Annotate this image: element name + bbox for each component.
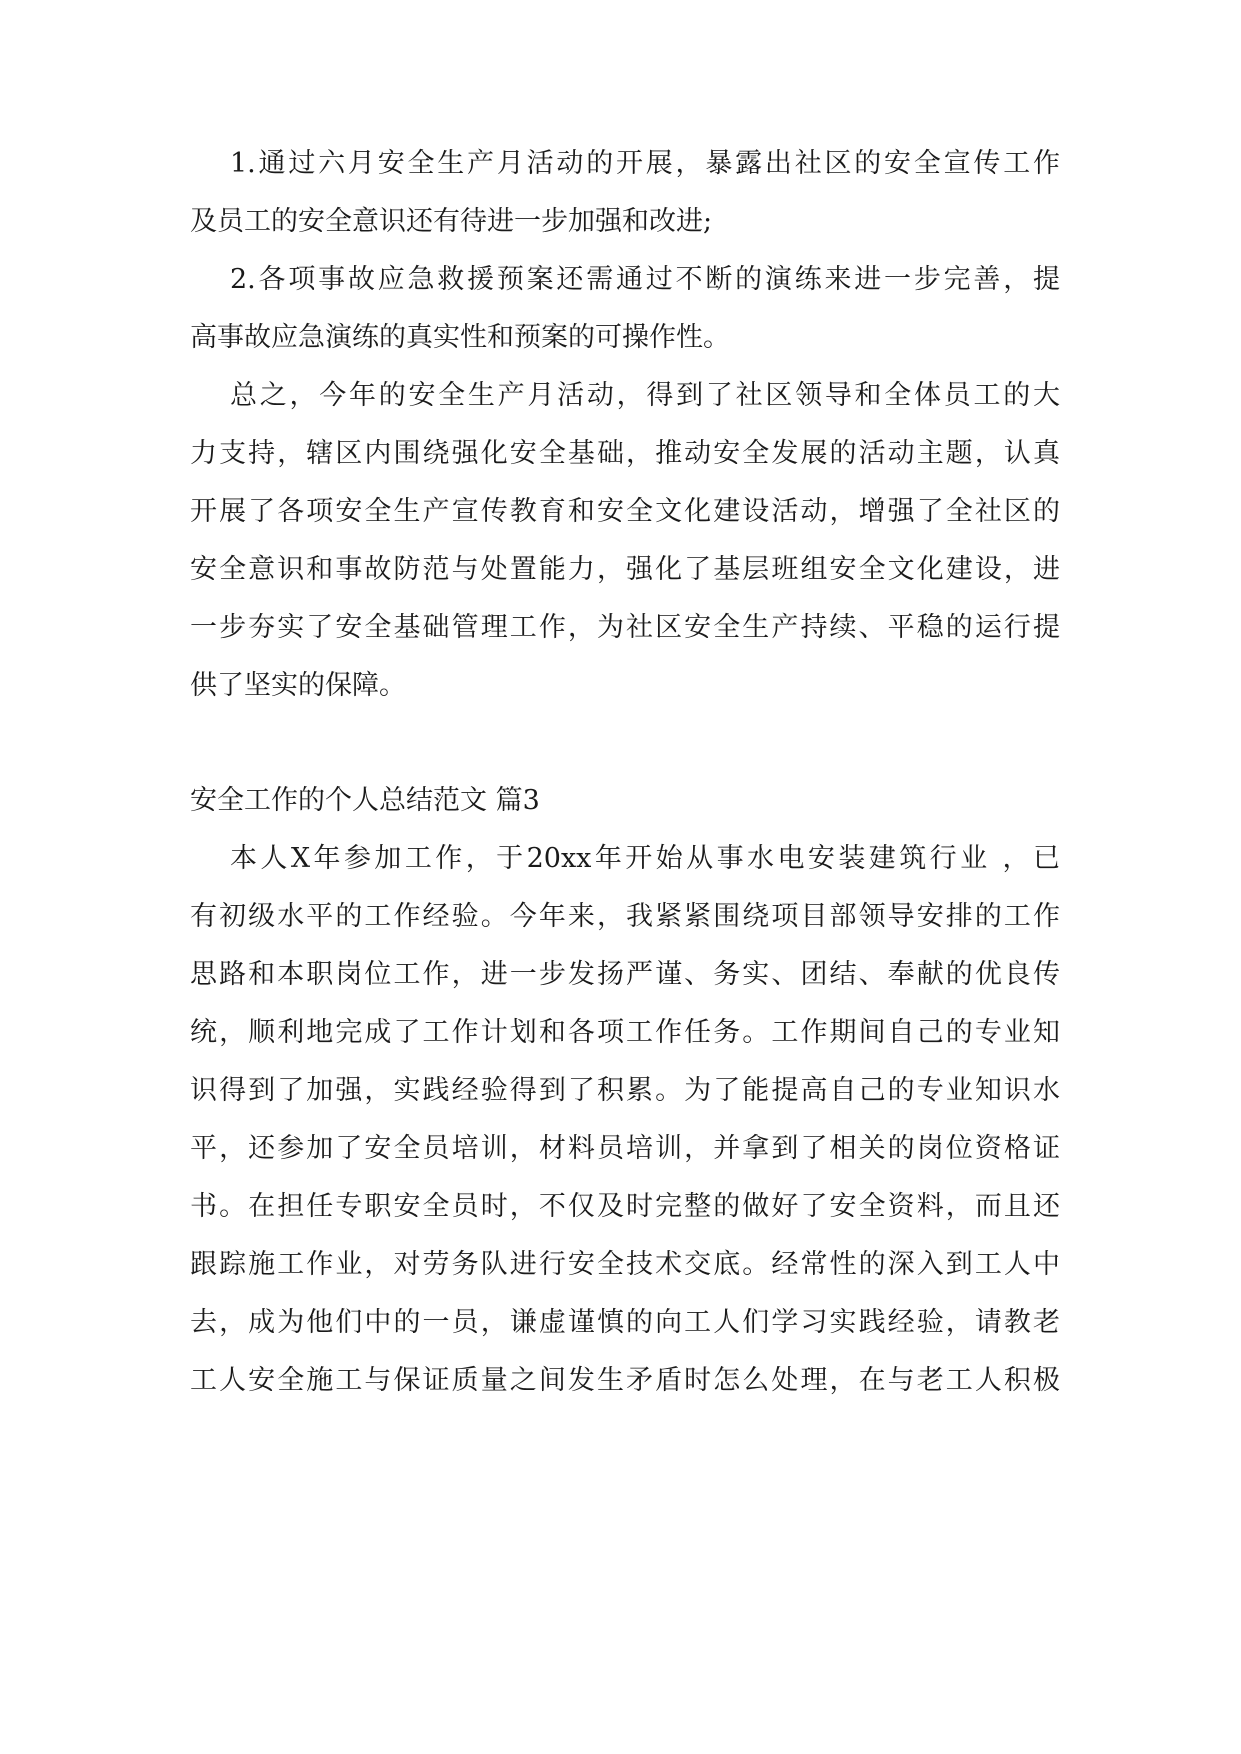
paragraph-line: 安全意识和事故防范与处置能力，强化了基层班组安全文化建设，进 [190,554,1060,585]
paragraph-line: 高事故应急演练的真实性和预案的可操作性。 [190,322,730,353]
paragraph-line: 思路和本职岗位工作，进一步发扬严谨、务实、团结、奉献的优良传 [190,959,1060,990]
paragraph-line: 平，还参加了安全员培训，材料员培训，并拿到了相关的岗位资格证 [190,1133,1060,1164]
paragraph-line: 识得到了加强，实践经验得到了积累。为了能提高自己的专业知识水 [190,1075,1060,1106]
paragraph-line: 书。在担任专职安全员时，不仅及时完整的做好了安全资料，而且还 [190,1191,1060,1222]
paragraph-line: 统，顺利地完成了工作计划和各项工作任务。工作期间自己的专业知 [190,1017,1060,1048]
paragraph-line: 去，成为他们中的一员，谦虚谨慎的向工人们学习实践经验，请教老 [190,1307,1060,1338]
paragraph-line: 跟踪施工作业，对劳务队进行安全技术交底。经常性的深入到工人中 [190,1249,1060,1280]
paragraph-line: 有初级水平的工作经验。今年来，我紧紧围绕项目部领导安排的工作 [190,901,1060,932]
paragraph-line: 力支持，辖区内围绕强化安全基础，推动安全发展的活动主题，认真 [190,438,1060,469]
paragraph-line: 开展了各项安全生产宣传教育和安全文化建设活动，增强了全社区的 [190,496,1060,527]
section-heading: 安全工作的个人总结范文 篇3 [190,785,540,816]
paragraph-line: 工人安全施工与保证质量之间发生矛盾时怎么处理，在与老工人积极 [190,1365,1060,1396]
paragraph-line: 及员工的安全意识还有待进一步加强和改进; [190,206,713,237]
paragraph-line: 2.各项事故应急救援预案还需通过不断的演练来进一步完善，提 [230,264,1060,295]
paragraph-line: 1.通过六月安全生产月活动的开展，暴露出社区的安全宣传工作 [230,148,1060,179]
paragraph-line: 本人X年参加工作，于20xx年开始从事水电安装建筑行业 ，已 [230,843,1060,874]
paragraph-line: 总之，今年的安全生产月活动，得到了社区领导和全体员工的大 [230,380,1060,411]
paragraph-line: 供了坚实的保障。 [190,670,406,701]
paragraph-line: 一步夯实了安全基础管理工作，为社区安全生产持续、平稳的运行提 [190,612,1060,643]
